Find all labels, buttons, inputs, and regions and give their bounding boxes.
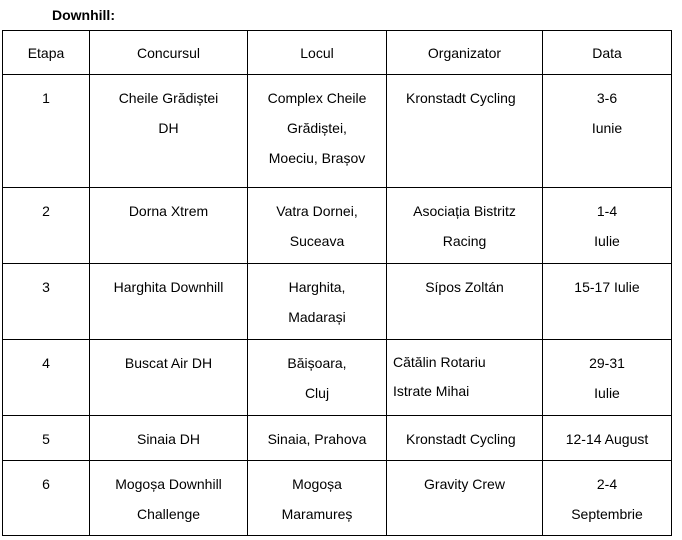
cell-data [543,75,672,188]
table-row [3,188,672,264]
section-heading: Downhill: [52,7,115,23]
cell-line: Complex Cheile [267,90,367,106]
cell-locul [248,75,387,188]
cell-etapa: 5 [3,416,90,461]
cell-line: 12-14 August [565,431,649,447]
cell-etapa: 3 [3,264,90,340]
cell-line: Moeciu, Brașov [268,150,366,166]
cell-line: Asociația Bistritz [413,203,516,219]
cell-concursul [90,188,248,264]
cell-etapa: 1 [3,75,90,188]
column-header-etapa: Etapa [3,31,90,75]
cell-organizator [387,264,543,340]
cell-line: Kronstadt Cycling [406,431,516,447]
cell-line: Kronstadt Cycling [406,90,516,106]
column-header-data: Data [543,31,672,75]
cell-line: Cluj [304,385,330,401]
cell-line: Mogoșa [292,476,342,492]
column-header-organizator: Organizator [387,31,543,75]
cell-line: Grădiștei, [287,120,347,136]
cell-organizator [387,188,543,264]
cell-line: Dorna Xtrem [128,203,209,219]
cell-line: Madarași [288,309,346,325]
table-row [3,264,672,340]
cell-line: Harghita Downhill [113,279,224,295]
cell-line: Iulie [594,233,620,249]
cell-line: 29-31 [589,355,625,371]
cell-line: 1-4 [596,203,618,219]
table-row [3,416,672,461]
cell-line: Sinaia DH [136,431,201,447]
cell-line: Challenge [136,506,201,522]
cell-concursul [90,416,248,461]
cell-line: Septembrie [571,506,643,522]
cell-locul [248,461,387,536]
table-row [3,75,672,188]
column-header-locul: Locul [248,31,387,75]
cell-data [543,340,672,416]
table-row [3,340,672,416]
cell-line: 15-17 Iulie [574,279,640,295]
table-row [3,461,672,536]
cell-line: Racing [442,233,487,249]
cell-line: DH [158,120,179,136]
column-header-concursul: Concursul [90,31,248,75]
cell-line: Sinaia, Prahova [267,431,367,447]
cell-line: Cătălin Rotariu [393,354,486,370]
cell-line: Sípos Zoltán [425,279,504,295]
cell-line: Buscat Air DH [124,355,213,371]
cell-concursul [90,461,248,536]
cell-locul [248,188,387,264]
cell-line: Băișoara, [287,355,347,371]
cell-data [543,461,672,536]
cell-data [543,416,672,461]
cell-line: Cheile Grădiștei [118,90,219,106]
cell-concursul [90,75,248,188]
cell-line: Iulie [594,385,620,401]
cell-data [543,188,672,264]
cell-locul [248,264,387,340]
cell-locul [248,340,387,416]
cell-organizator [387,340,543,416]
cell-line: Suceava [289,233,345,249]
cell-data [543,264,672,340]
cell-organizator [387,416,543,461]
cell-concursul [90,264,248,340]
cell-locul [248,416,387,461]
cell-line: Maramureș [281,506,353,522]
cell-line: Harghita, [288,279,346,295]
downhill-schedule-table [2,30,672,536]
cell-line: Mogoșa Downhill [115,476,222,492]
cell-line: 2-4 [596,476,618,492]
cell-etapa: 6 [3,461,90,536]
cell-line: Istrate Mihai [393,383,470,399]
cell-organizator [387,75,543,188]
cell-etapa: 4 [3,340,90,416]
cell-line: 3-6 [596,90,618,106]
cell-concursul [90,340,248,416]
cell-line: Vatra Dornei, [276,203,358,219]
cell-organizator [387,461,543,536]
table-header-row [3,31,672,75]
cell-etapa: 2 [3,188,90,264]
cell-line: Gravity Crew [424,476,505,492]
cell-line: Iunie [591,120,623,136]
